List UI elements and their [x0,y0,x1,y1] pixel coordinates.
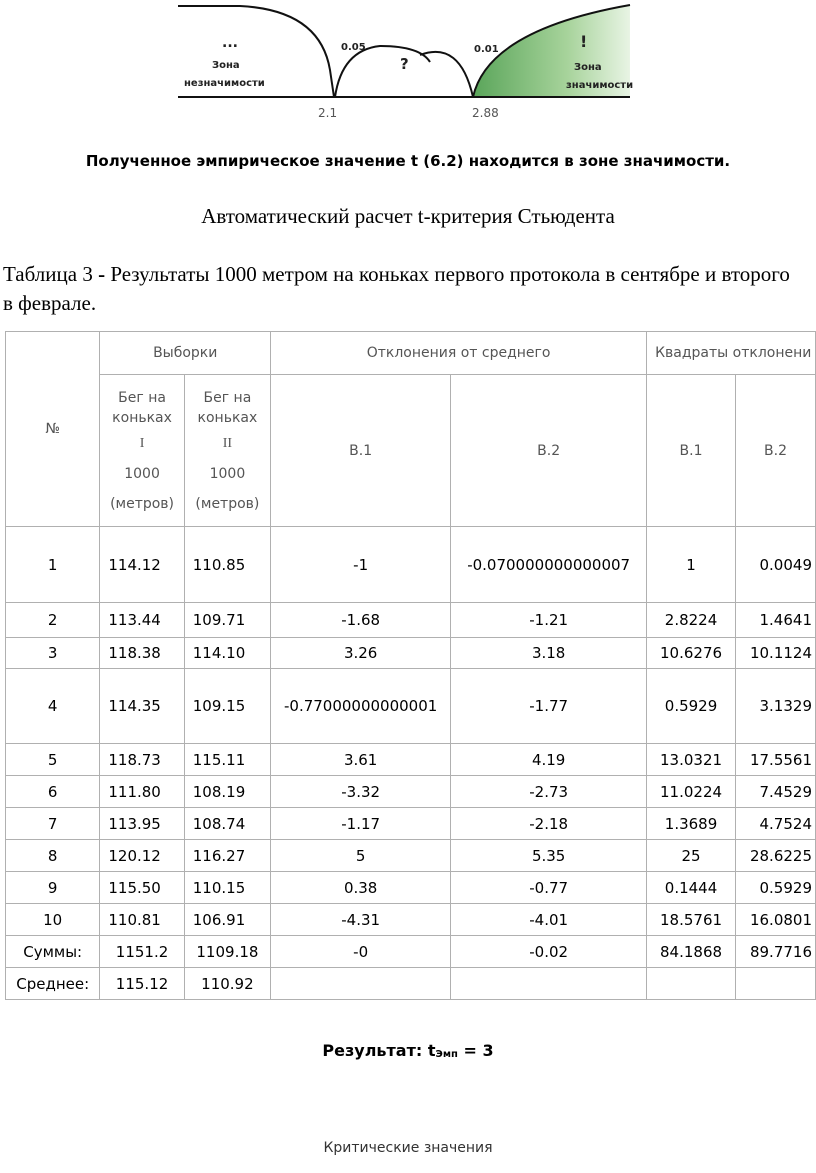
cell-number: 5 [6,744,100,776]
cell-dev-1: -1.68 [271,603,451,638]
cell-sample-2: 114.10 [184,638,270,669]
cell-sq-2: 7.4529 [736,776,816,808]
cell-sample-1: 115.50 [100,872,184,904]
sum-sq-1: 84.1868 [647,936,736,968]
cell-number: 7 [6,808,100,840]
sum-dev-1: -0 [271,936,451,968]
sample-2-distance: 1000 [209,465,246,482]
sums-row [6,936,816,968]
header-deviations: Отклонения от среднего [271,332,647,375]
zone-left-label-2: незначимости [184,78,265,89]
zone-right-label-1: Зона [574,62,602,73]
table-caption [3,260,793,318]
table-row [6,527,816,603]
cell-number: 10 [6,904,100,936]
cell-dev-1: -0.77000000000001 [271,669,451,744]
zone-left-label-1: Зона [212,60,240,71]
cell-sample-2: 110.85 [184,527,270,603]
zone-right-mark: ! [580,32,588,51]
cell-dev-1: -3.32 [271,776,451,808]
cell-sample-2: 110.15 [184,872,270,904]
table-row [6,904,816,936]
mean-sample-1: 115.12 [100,968,184,1000]
cell-sample-2: 106.91 [184,904,270,936]
cell-sample-2: 115.11 [184,744,270,776]
cell-sample-1: 110.81 [100,904,184,936]
result-prefix: Результат: t [322,1041,436,1060]
table-row [6,776,816,808]
cell-number: 1 [6,527,100,603]
cell-sample-1: 113.95 [100,808,184,840]
sum-dev-2: -0.02 [451,936,647,968]
cell-number: 8 [6,840,100,872]
sum-sq-2: 89.7716 [736,936,816,968]
cell-sq-1: 10.6276 [647,638,736,669]
cell-dev-2: -0.77 [451,872,647,904]
cell-dev-2: -1.21 [451,603,647,638]
cell-dev-2: 5.35 [451,840,647,872]
conclusion-text: Полученное эмпирическое значение t (6.2) находится в зоне значимости. [85,152,731,170]
mean-sq-1-empty [647,968,736,1000]
cell-dev-1: 5 [271,840,451,872]
cell-sq-1: 11.0224 [647,776,736,808]
cell-sq-2: 16.0801 [736,904,816,936]
cell-sample-2: 108.74 [184,808,270,840]
result-subscript: Эмп [435,1049,458,1060]
axis-label-2-88: 2.88 [472,106,499,120]
table-row [6,603,816,638]
cell-number: 4 [6,669,100,744]
mean-sq-2-empty [736,968,816,1000]
mean-sample-2: 110.92 [184,968,270,1000]
zone-right-label-2: значимости [566,80,634,91]
cell-dev-2: -2.73 [451,776,647,808]
header-sample-2 [184,375,270,527]
cell-number: 6 [6,776,100,808]
cell-sq-2: 4.7524 [736,808,816,840]
cell-dev-2: -2.18 [451,808,647,840]
cell-sample-1: 111.80 [100,776,184,808]
table-row [6,744,816,776]
caption-text: Результаты 1000 метром на коньках первого протокола в сентябре и второго в феврале. [3,262,790,315]
cell-sq-1: 1.3689 [647,808,736,840]
mean-dev-2-empty [451,968,647,1000]
cell-dev-1: 3.26 [271,638,451,669]
cell-sq-2: 1.4641 [736,603,816,638]
table-row [6,669,816,744]
level-001-label: 0.01 [474,44,499,55]
cell-sample-1: 118.38 [100,638,184,669]
cell-dev-2: -1.77 [451,669,647,744]
cell-dev-1: -1.17 [271,808,451,840]
cell-sample-2: 109.71 [184,603,270,638]
cell-sq-2: 28.6225 [736,840,816,872]
header-row-1 [6,332,816,375]
cell-sq-1: 13.0321 [647,744,736,776]
cell-sq-2: 0.5929 [736,872,816,904]
cell-sample-1: 114.35 [100,669,184,744]
sum-sample-2: 1109.18 [184,936,270,968]
middle-zone-arc-left [335,46,430,97]
cell-sample-1: 113.44 [100,603,184,638]
header-row-2 [6,375,816,527]
mean-row [6,968,816,1000]
cell-sq-1: 25 [647,840,736,872]
sample-2-roman: II [222,435,233,451]
cell-dev-1: 3.61 [271,744,451,776]
sample-2-unit: (метров) [195,495,260,512]
header-sample-1 [100,375,184,527]
table-row [6,808,816,840]
cell-sample-1: 118.73 [100,744,184,776]
cell-sample-2: 108.19 [184,776,270,808]
level-005-label: 0.05 [341,42,366,53]
header-squares: Квадраты отклонени [647,332,816,375]
mean-label: Среднее: [6,968,100,1000]
cell-dev-1: -1 [271,527,451,603]
cell-dev-1: -4.31 [271,904,451,936]
cell-dev-1: 0.38 [271,872,451,904]
cell-number: 9 [6,872,100,904]
result-value: = 3 [457,1041,494,1060]
table-row [6,840,816,872]
header-number: № [6,332,100,527]
cell-dev-2: 4.19 [451,744,647,776]
sums-label: Суммы: [6,936,100,968]
sample-1-roman: I [139,435,145,451]
cell-sq-2: 0.0049 [736,527,816,603]
cell-sq-1: 2.8224 [647,603,736,638]
header-sq-1: В.1 [647,375,736,527]
section-subtitle: Автоматический расчет t-критерия Стьюдента [201,204,615,228]
cell-sq-2: 3.1329 [736,669,816,744]
mean-dev-1-empty [271,968,451,1000]
sum-sample-1: 1151.2 [100,936,184,968]
axis-label-2-1: 2.1 [318,106,338,120]
significance-zones-diagram [170,0,640,125]
table-row [6,638,816,669]
header-dev-1: В.1 [271,375,451,527]
result-line [0,1041,816,1060]
zone-left-dots: ... [222,35,238,51]
cell-dev-2: 3.18 [451,638,647,669]
cell-number: 3 [6,638,100,669]
table-row [6,872,816,904]
results-table [5,331,816,1000]
cell-number: 2 [6,603,100,638]
sample-2-title: Бег на коньках [197,389,258,426]
cell-sample-1: 120.12 [100,840,184,872]
header-samples: Выборки [100,332,271,375]
cell-dev-2: -0.070000000000007 [451,527,647,603]
cell-dev-2: -4.01 [451,904,647,936]
sample-1-title: Бег на коньках [112,389,172,426]
cell-sq-1: 0.5929 [647,669,736,744]
cell-sq-1: 18.5761 [647,904,736,936]
header-dev-2: В.2 [451,375,647,527]
critical-values-heading: Критические значения [323,1140,493,1156]
cell-sample-2: 109.15 [184,669,270,744]
sample-1-unit: (метров) [110,495,175,512]
sample-1-distance: 1000 [124,465,160,482]
cell-sq-1: 1 [647,527,736,603]
cell-sample-2: 116.27 [184,840,270,872]
zone-middle-mark: ? [400,55,409,73]
cell-sq-2: 17.5561 [736,744,816,776]
cell-sample-1: 114.12 [100,527,184,603]
caption-label: Таблица 3 [3,262,93,286]
cell-sq-1: 0.1444 [647,872,736,904]
caption-dash: - [98,262,106,286]
header-sq-2: В.2 [736,375,816,527]
cell-sq-2: 10.1124 [736,638,816,669]
